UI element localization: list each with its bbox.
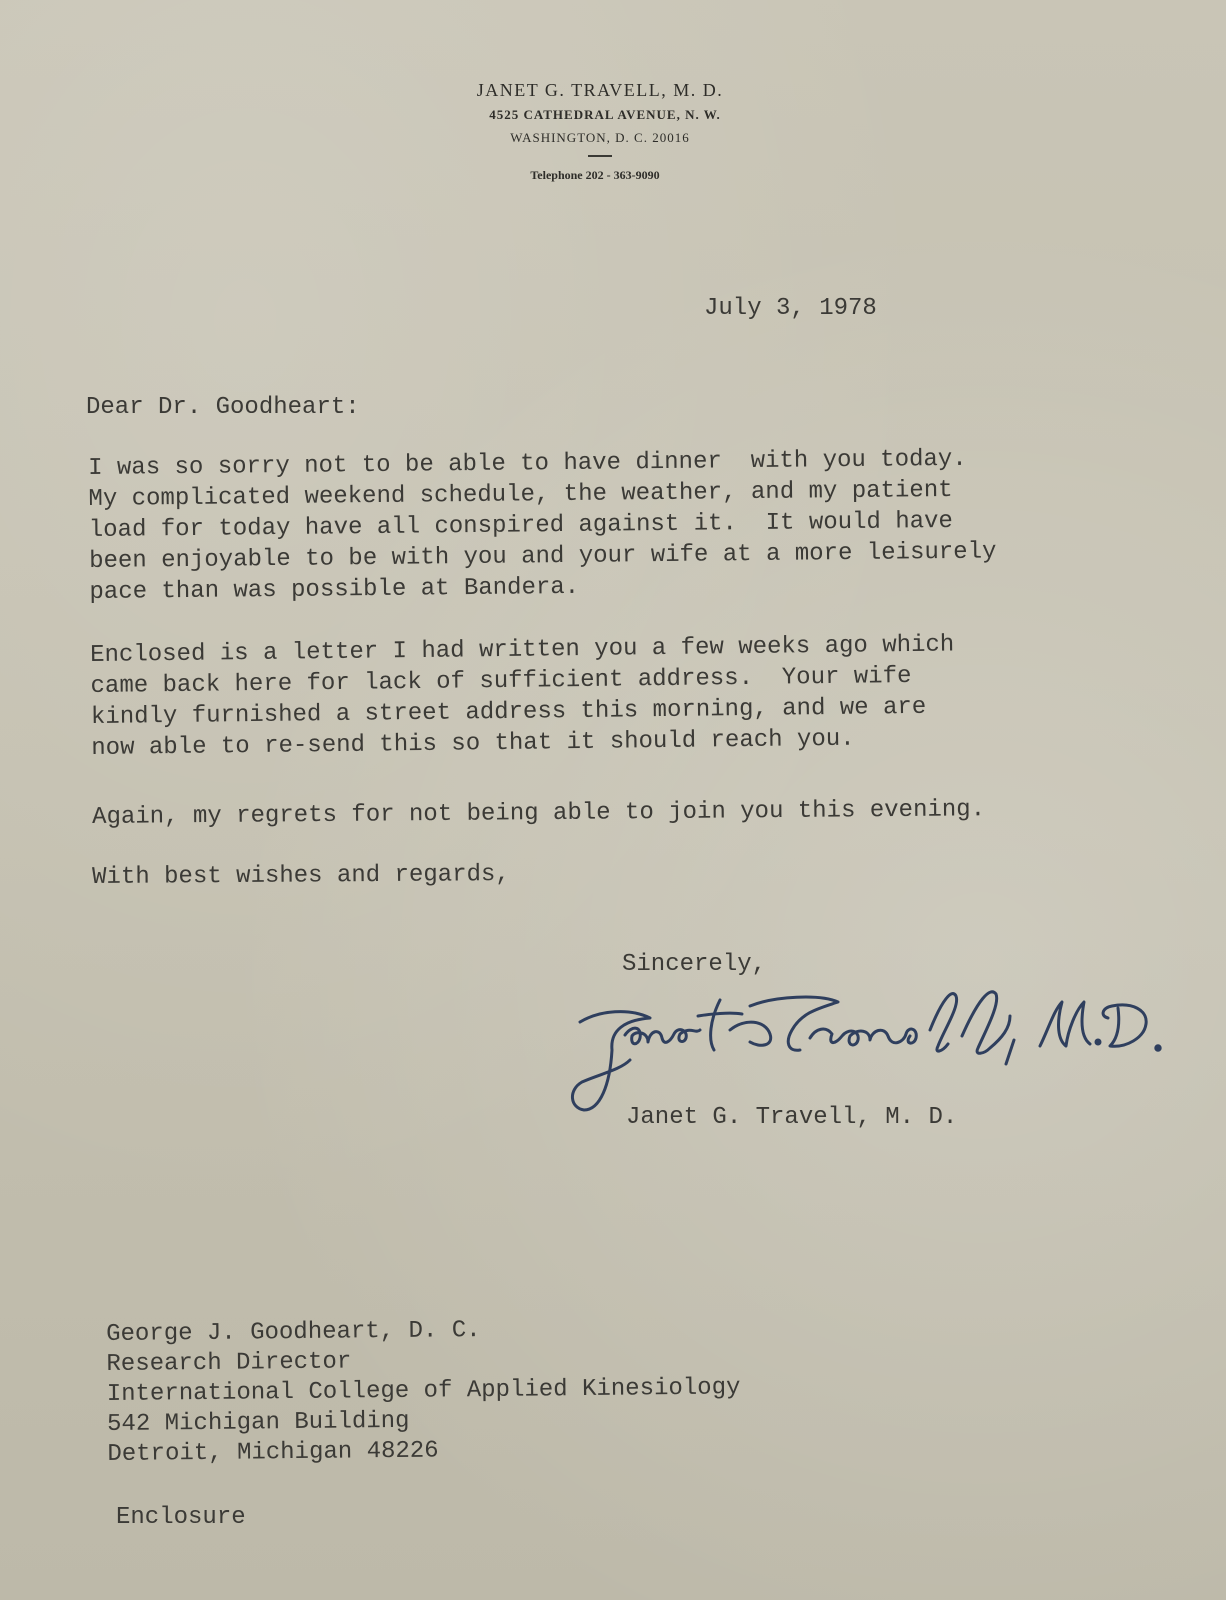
closing: Sincerely, (622, 951, 767, 978)
recipient-line: George J. Goodheart, D. C. (106, 1317, 481, 1348)
letterhead-telephone: Telephone 202 - 363-9090 (530, 168, 660, 182)
recipient-line: 542 Michigan Building (106, 1407, 410, 1438)
letterhead-name: JANET G. TRAVELL, M. D. (476, 80, 724, 100)
paragraph-3: Again, my regrets for not being able to join you this evening. (92, 796, 986, 831)
recipient-line: Detroit, Michigan 48226 (107, 1437, 439, 1468)
enclosure-note: Enclosure (116, 1504, 246, 1531)
paragraph-1: I was so sorry not to be able to have dinner with you today. My complicated weekend schedule, the weather, and my patient load for today have all conspired against it. It would have been enjoyable to be with you and your wife at a more leisurely pace than was possible at Bandera. (88, 445, 997, 606)
letterhead-address: 4525 CATHEDRAL AVENUE, N. W. (489, 107, 721, 122)
letter-date: July 3, 1978 (704, 295, 877, 322)
recipient-line: Research Director (106, 1348, 352, 1378)
salutation: Dear Dr. Goodheart: (86, 394, 360, 421)
letterhead (380, 80, 780, 183)
letterhead-city: WASHINGTON, D. C. 20016 (510, 130, 690, 145)
recipient-address (106, 1313, 741, 1470)
paragraph-4: With best wishes and regards, (92, 861, 510, 891)
recipient-line: International College of Applied Kinesiology (106, 1374, 741, 1408)
letterhead-divider (588, 155, 612, 157)
typed-signature: Janet G. Travell, M. D. (626, 1104, 958, 1131)
paragraph-2: Enclosed is a letter I had written you a few weeks ago which came back here for lack of sufficient address. Your wife kindly furnished a street address this morning, and we are now able to re-send this so that it should reach you. (90, 631, 955, 762)
